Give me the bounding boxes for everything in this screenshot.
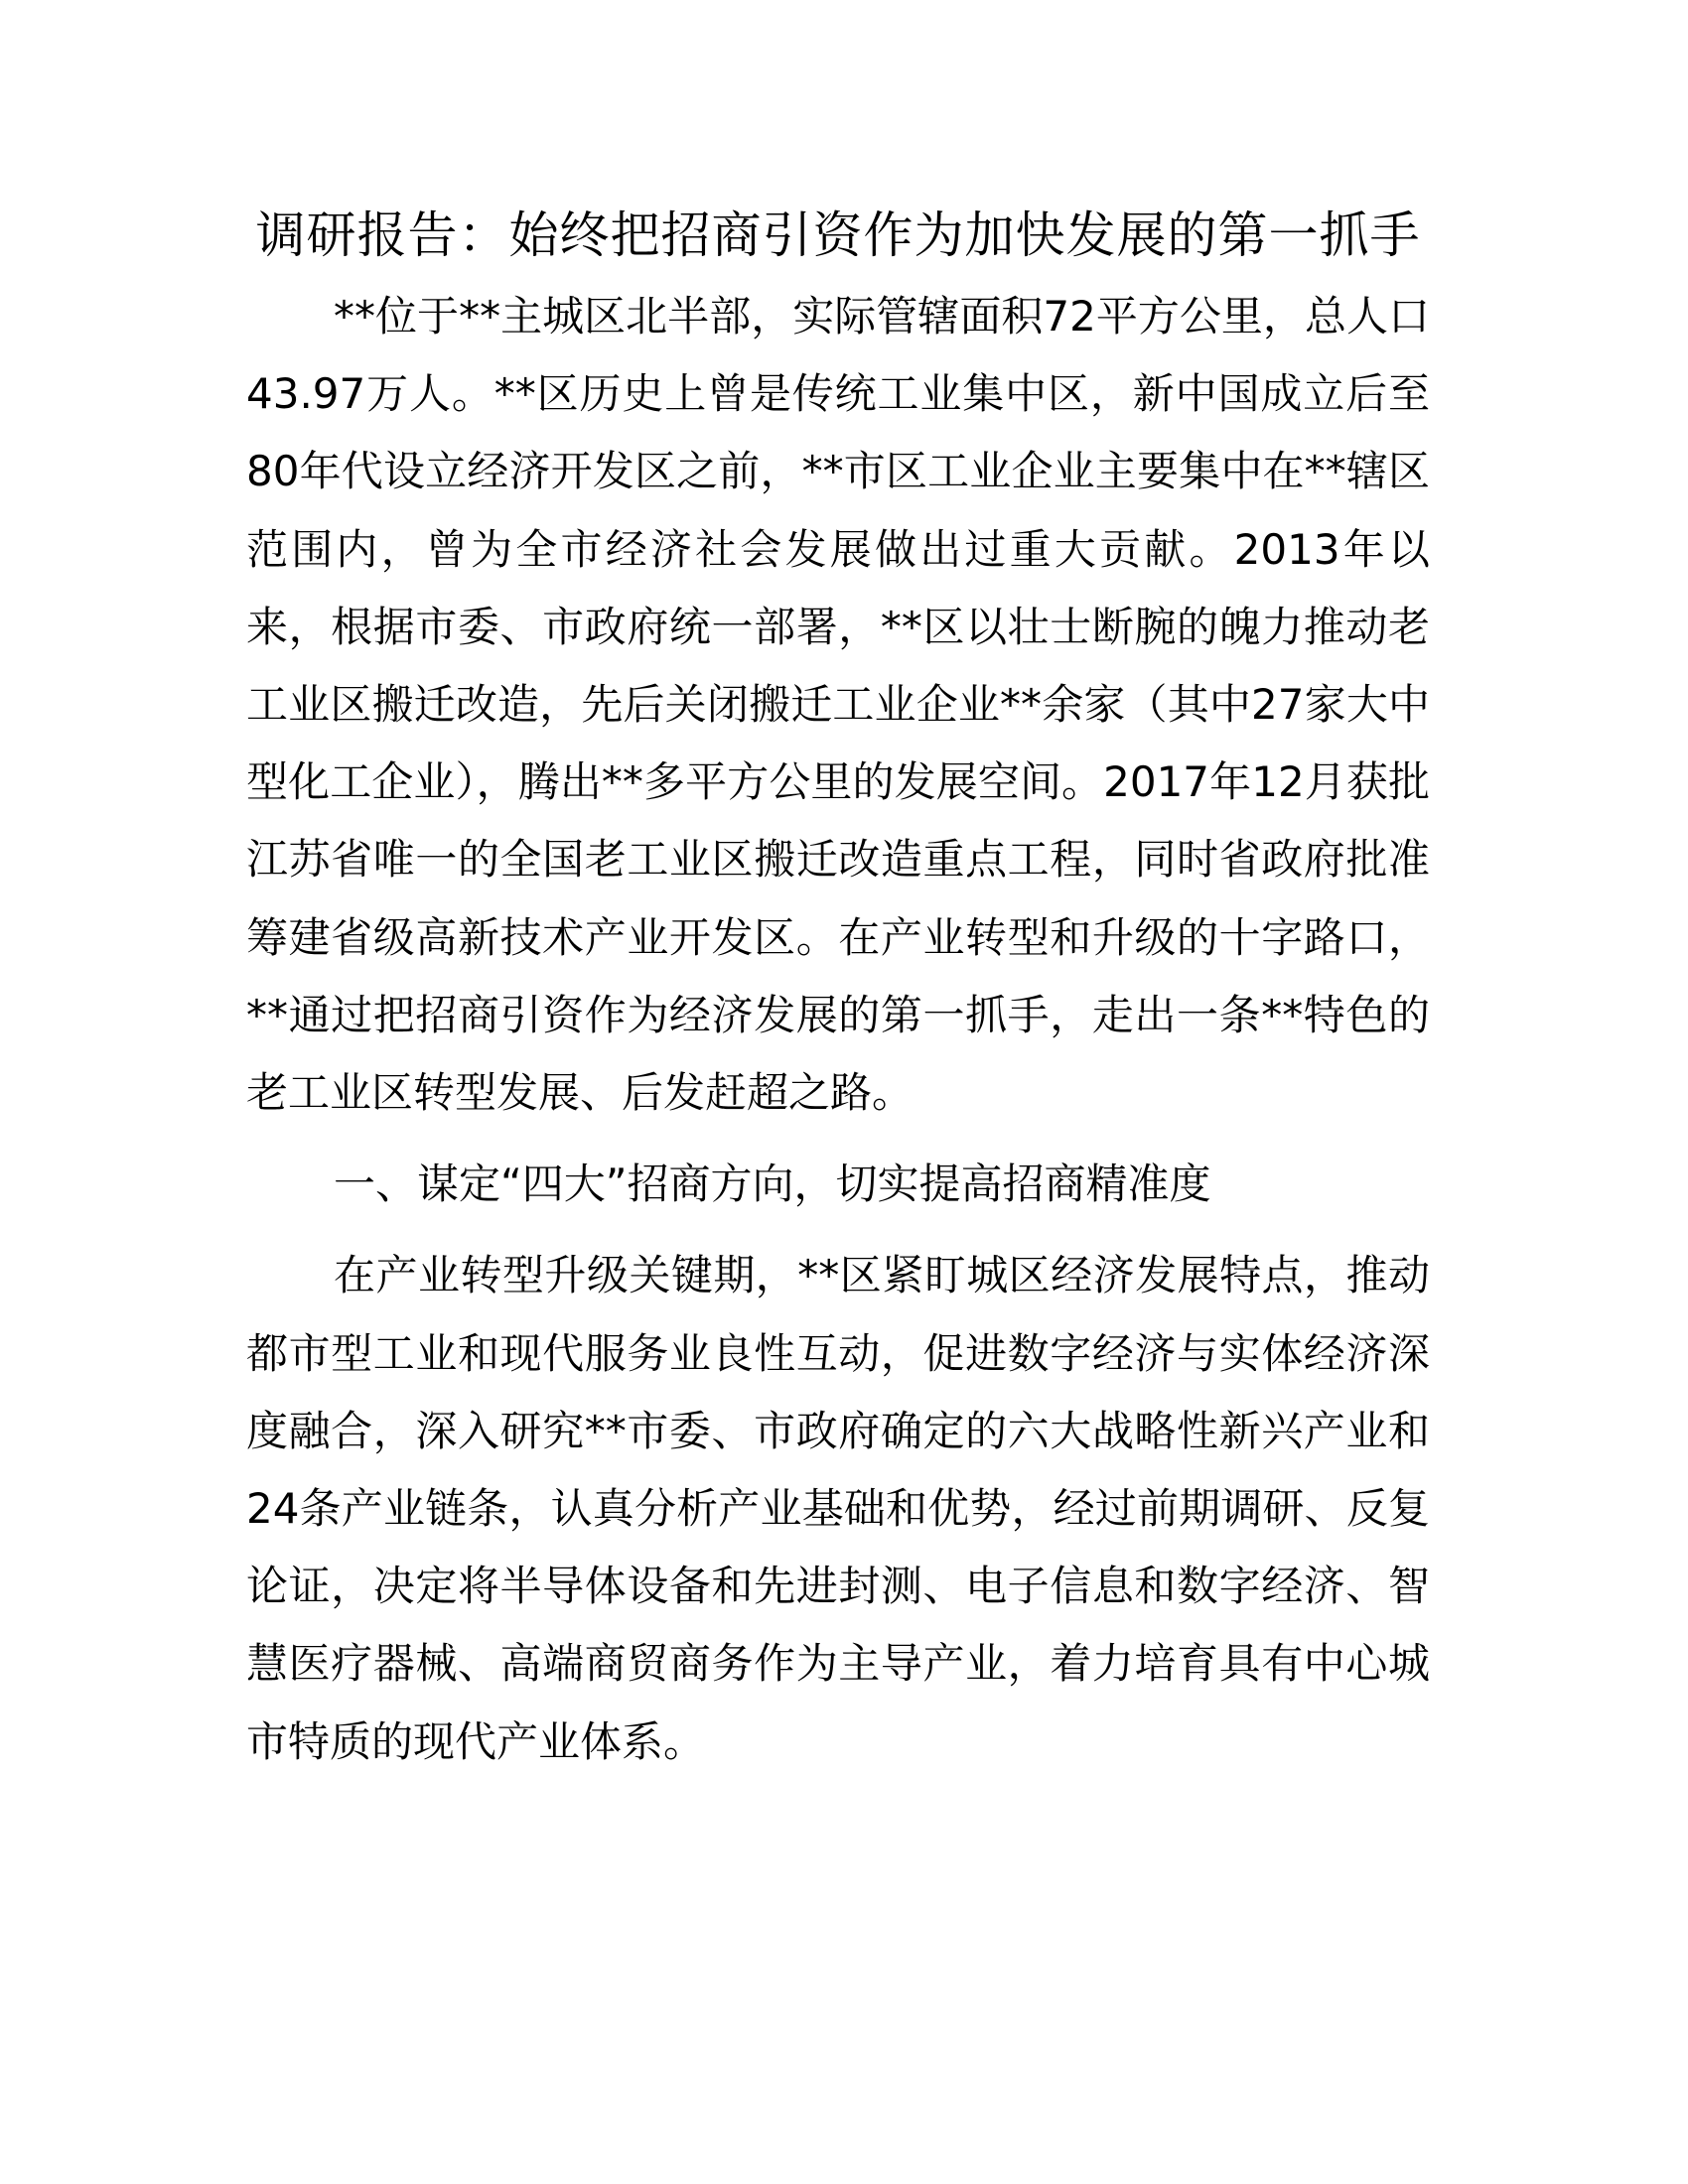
paragraph-intro: **位于**主城区北半部，实际管辖面积72平方公里，总人口43.97万人。**区历史上曾是传统工业集中区，新中国成立后至80年代设立经济开发区之前，**市区工业企业主要集中在**辖区范围内，曾为全市经济社会发展做出过重大贡献。2013年以来，根据市委、市政府统一部署，**区以壮士断腕的魄力推动老工业区搬迁改造，先后关闭搬迁工业企业**余家（其中27家大中型化工企业），腾出**多平方公里的发展空间。2017年12月获批江苏省唯一的全国老工业区搬迁改造重点工程，同时省政府批准筹建省级高新技术产业开发区。在产业转型和升级的十字路口，**通过把招商引资作为经济发展的第一抓手，走出一条**特色的老工业区转型发展、后发赶超之路。: [246, 292, 1430, 1118]
paragraph-section-1: 在产业转型升级关键期，**区紧盯城区经济发展特点，推动都市型工业和现代服务业良性互动，促进数字经济与实体经济深度融合，深入研究**市委、市政府确定的六大战略性新兴产业和24条产业链条，认真分析产业基础和优势，经过前期调研、反复论证，决定将半导体设备和先进封测、电子信息和数字经济、智慧医疗器械、高端商贸商务作为主导产业，着力培育具有中心城市特质的现代产业体系。: [246, 1251, 1430, 1766]
document-body: [246, 197, 1430, 1781]
section-heading-1: 一、谋定“四大”招商方向，切实提高招商精准度: [334, 1160, 1211, 1209]
document-title: 调研报告：始终把招商引资作为加快发展的第一抓手: [255, 206, 1421, 264]
